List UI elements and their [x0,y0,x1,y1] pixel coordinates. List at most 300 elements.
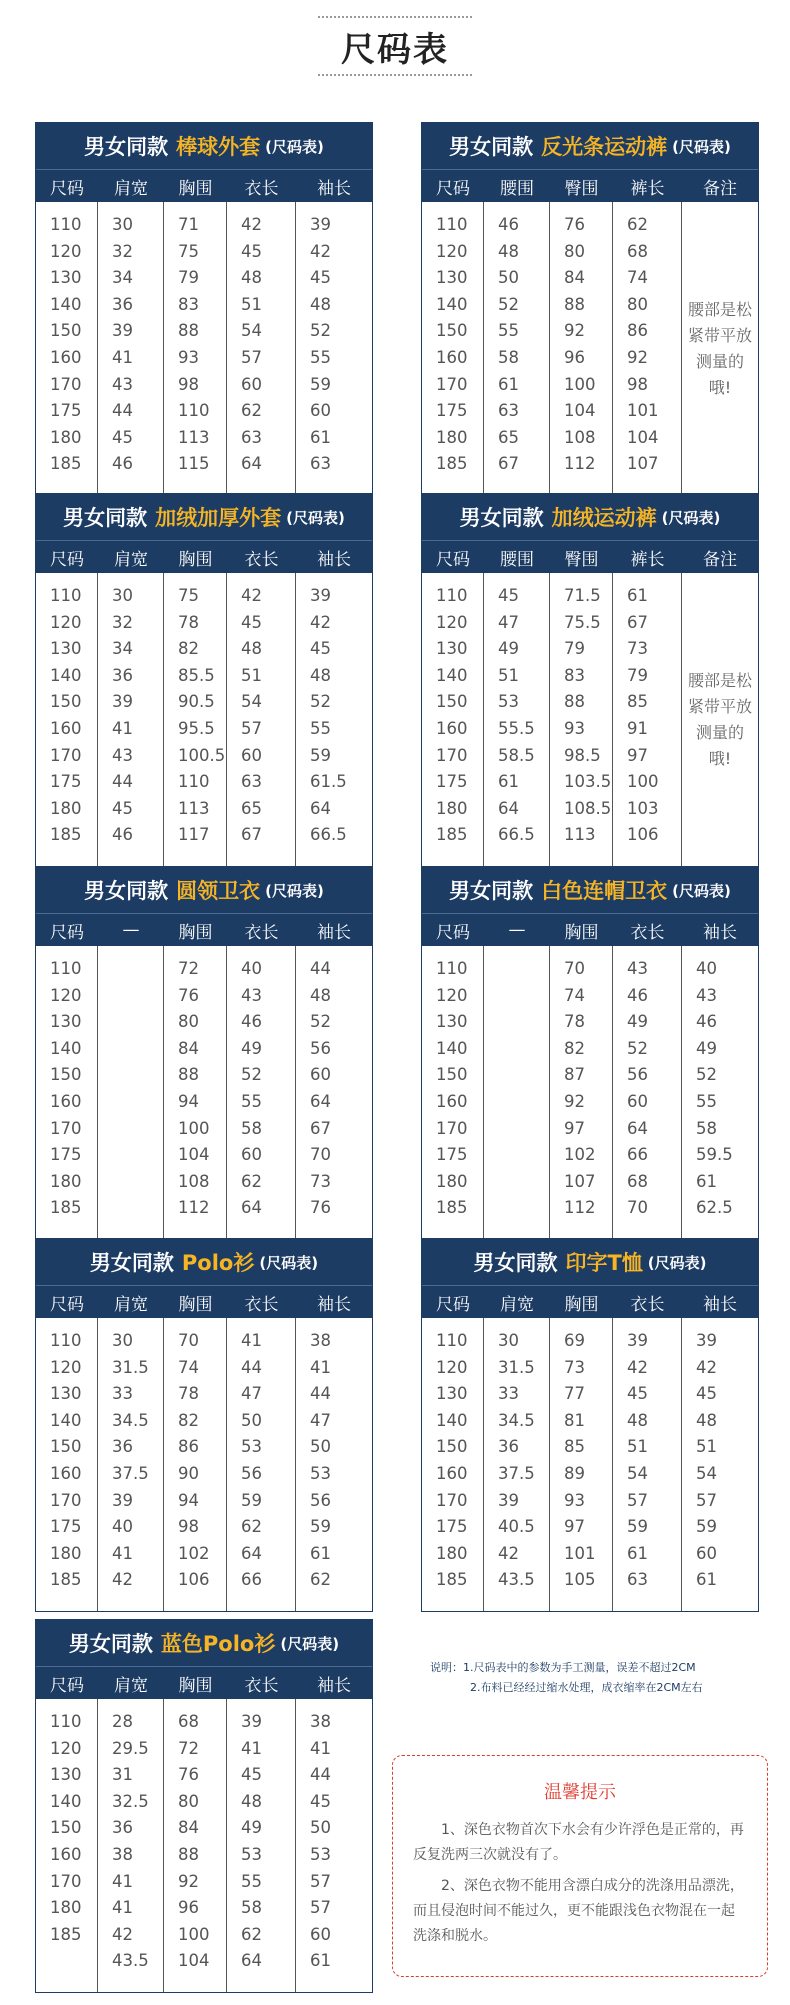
table-cell: 108 [564,427,596,447]
table-cell: 117 [178,825,210,845]
table-cell: 39 [241,1712,262,1731]
table-cell: 31 [112,1765,133,1785]
table-cell: 82 [564,1038,585,1058]
table-title-prefix: 男女同款 [84,135,169,159]
table-cell: 75 [178,241,199,261]
table-column [550,1318,613,1611]
column-header: 腰围 [500,178,534,199]
table-cell: 60 [241,1145,262,1165]
table-cell: 113 [178,427,210,447]
table-cell: 68 [627,241,648,261]
table-column [296,1699,372,1992]
table-body [36,202,372,495]
table-cell: 73 [627,639,648,659]
table-cell: 48 [498,241,519,261]
table-cell: 61 [310,1951,331,1971]
column-header: 裤长 [630,178,665,199]
table-title [422,123,758,169]
table-cell: 50 [310,1437,331,1457]
table-cell: 61 [498,772,519,792]
table-cell: 41 [310,1357,331,1377]
table-cell: 150 [50,321,82,341]
table-cell: 185 [50,1924,82,1944]
size-table-white-hoodie [421,866,759,1240]
table-cell: 43.5 [498,1570,535,1590]
column-header: 肩宽 [114,1675,148,1696]
column-header: 袖长 [317,1294,351,1315]
table-cell: 54 [241,692,262,712]
table-cell: 60 [696,1543,717,1563]
table-cell: 185 [436,1198,468,1218]
table-column [682,946,758,1239]
page-title: 尺码表 [341,30,449,70]
table-cell: 88 [178,1844,199,1864]
column-header: 衣长 [244,178,279,199]
table-cell: 76 [178,985,199,1005]
table-cell: 92 [178,1871,199,1891]
table-cell: 43 [112,745,133,765]
table-cell: 64 [498,798,519,818]
table-cell: 180 [50,1898,82,1918]
table-cell: 150 [50,1818,82,1838]
table-cell: 185 [436,825,468,845]
table-cell: 78 [178,612,199,632]
size-table-printed-tee [421,1238,759,1612]
table-cell: 55 [310,718,331,738]
table-title-prefix: 男女同款 [459,506,544,530]
column-header: 胸围 [178,922,213,943]
table-cell: 102 [178,1543,210,1563]
table-cell: 97 [564,1118,585,1138]
table-cell: 56 [310,1490,331,1510]
table-cell: 52 [310,1012,331,1032]
table-cell: 107 [564,1171,596,1191]
column-header: 尺码 [50,922,84,943]
table-cell: 180 [50,798,82,818]
column-header: 备注 [703,549,737,570]
table-cell: 88 [564,294,585,314]
table-cell: 44 [112,772,133,792]
table-header-row [422,1285,758,1318]
table-cell: 83 [564,665,585,685]
table-cell: 180 [436,1543,468,1563]
table-column [422,573,484,866]
table-cell: 49 [241,1038,262,1058]
table-cell: 60 [627,1091,648,1111]
table-title-product: 反光条运动裤 [541,135,668,159]
table-cell: 60 [241,745,262,765]
table-cell: 61 [696,1171,717,1191]
table-cell: 42 [498,1543,519,1563]
table-cell: 64 [310,798,331,818]
table-cell: 72 [178,959,199,978]
table-cell: 108 [178,1171,210,1191]
table-cell: 48 [310,985,331,1005]
table-cell: 115 [178,454,210,474]
table-title-suffix: (尺码表) [265,881,324,900]
table-body [422,1318,758,1611]
table-cell: 130 [50,1765,82,1785]
column-header: 衣长 [244,922,279,943]
table-cell: 63 [241,427,262,447]
table-title-prefix: 男女同款 [449,135,534,159]
table-column [484,202,550,495]
table-cell: 130 [436,268,468,288]
table-cell: 59 [627,1517,648,1537]
table-cell: 59 [310,1517,331,1537]
table-title-product: Polo衫 [181,1251,255,1275]
table-cell: 42 [696,1357,717,1377]
table-cell: 140 [50,294,82,314]
table-cell: 67 [498,454,519,474]
table-cell: 39 [310,586,331,605]
table-cell: 69 [564,1331,585,1350]
table-body [422,946,758,1239]
column-header: 尺码 [50,178,84,199]
table-cell: 58 [241,1898,262,1918]
table-column [682,1318,758,1611]
table-cell: 40.5 [498,1517,535,1537]
table-column [227,1699,296,1992]
table-cell: 72 [178,1738,199,1758]
table-cell: 45 [241,612,262,632]
table-column [550,573,613,866]
top-dotted-divider [318,16,472,18]
table-cell: 150 [436,321,468,341]
table-cell: 87 [564,1065,585,1085]
table-cell: 58 [696,1118,717,1138]
table-cell: 59 [310,745,331,765]
warm-tips-box [392,1755,768,1977]
table-cell: 51 [241,665,262,685]
table-cell: 42 [112,1924,133,1944]
table-cell: 43 [627,959,648,978]
table-cell: 91 [627,718,648,738]
table-column [98,202,164,495]
table-cell: 107 [627,454,659,474]
table-cell: 140 [50,1038,82,1058]
table-cell: 85 [564,1437,585,1457]
table-cell: 61 [627,586,648,605]
table-cell: 41 [112,718,133,738]
table-cell: 52 [498,294,519,314]
table-title [36,494,372,540]
table-column [36,202,98,495]
table-cell: 160 [436,1463,468,1483]
table-cell: 54 [627,1463,648,1483]
table-title-product: 圆领卫衣 [176,879,261,903]
table-cell: 74 [564,985,585,1005]
table-cell: 59 [696,1517,717,1537]
table-cell: 102 [564,1145,596,1165]
table-column [164,202,227,495]
table-cell: 45 [498,586,519,605]
table-cell: 43.5 [112,1951,149,1971]
table-cell: 64 [241,1198,262,1218]
table-cell: 150 [436,1065,468,1085]
table-column [613,573,682,866]
table-cell: 160 [50,718,82,738]
column-header: 胸围 [178,178,213,199]
table-cell: 74 [627,268,648,288]
table-cell: 28 [112,1712,133,1731]
table-cell: 79 [627,665,648,685]
table-cell: 80 [627,294,648,314]
table-cell: 60 [241,374,262,394]
table-cell: 48 [310,665,331,685]
table-cell: 39 [112,1490,133,1510]
page-header [0,0,790,80]
table-cell: 175 [50,1145,82,1165]
table-cell: 53 [310,1463,331,1483]
table-cell: 56 [310,1038,331,1058]
column-header: 肩宽 [114,1294,148,1315]
table-body [422,573,758,866]
table-column [36,573,98,866]
table-cell: 175 [436,772,468,792]
table-cell: 120 [436,1357,468,1377]
table-cell: 103.5 [564,772,612,792]
table-cell: 49 [696,1038,717,1058]
column-header: 肩宽 [114,549,148,570]
table-cell: 100 [627,772,659,792]
table-cell: 170 [50,1490,82,1510]
column-header: 衣长 [244,1675,279,1696]
table-cell: 170 [50,745,82,765]
column-header: 衣长 [630,922,665,943]
table-cell: 96 [178,1898,199,1918]
column-header: 胸围 [178,1294,213,1315]
table-cell: 113 [178,798,210,818]
table-cell: 70 [310,1145,331,1165]
table-cell: 36 [112,665,133,685]
table-cell: 120 [50,612,82,632]
table-cell: 45 [112,798,133,818]
column-header: 尺码 [436,922,470,943]
table-cell: 46 [696,1012,717,1032]
table-cell: 34 [112,639,133,659]
table-cell: 30 [112,215,133,234]
table-cell: 42 [627,1357,648,1377]
table-cell: 180 [436,427,468,447]
table-cell: 89 [564,1463,585,1483]
table-cell: 58 [498,347,519,367]
table-column [296,1318,372,1611]
table-cell: 50 [498,268,519,288]
table-cell: 112 [564,454,596,474]
table-cell: 55 [310,347,331,367]
table-column [164,946,227,1239]
table-cell: 104 [627,427,659,447]
table-cell: 54 [241,321,262,341]
table-title-suffix: (尺码表) [672,881,731,900]
table-cell: 88 [178,1065,199,1085]
table-cell: 43 [241,985,262,1005]
table-cell: 64 [627,1118,648,1138]
table-cell: 100 [564,374,596,394]
table-cell: 59.5 [696,1145,733,1165]
table-cell: 95.5 [178,718,215,738]
table-column [613,946,682,1239]
table-cell: 44 [241,1357,262,1377]
table-column [550,202,613,495]
table-cell: 41 [112,347,133,367]
table-header-row [422,169,758,202]
table-cell: 104 [564,401,596,421]
table-cell: 130 [436,639,468,659]
table-column [422,1318,484,1611]
table-cell: 185 [50,1570,82,1590]
table-cell: 175 [50,401,82,421]
table-column [227,202,296,495]
table-cell: 175 [50,772,82,792]
remark-text: 腰部是松紧带平放测量的哦! [688,299,753,397]
table-cell: 45 [696,1384,717,1404]
table-cell: 93 [564,1490,585,1510]
table-cell: 62 [241,1517,262,1537]
remark-column [682,573,758,866]
table-cell: 113 [564,825,596,845]
column-header: 尺码 [436,178,470,199]
explanation-line-1: 说明：1.尺码表中的参数为手工测量，误差不超过2CM [430,1661,696,1674]
table-cell: 175 [436,401,468,421]
table-cell: 65 [241,798,262,818]
table-cell: 32.5 [112,1791,149,1811]
table-title-product: 棒球外套 [176,135,261,159]
table-cell: 63 [241,772,262,792]
table-cell: 180 [50,1171,82,1191]
table-cell: 82 [178,1410,199,1430]
table-column [296,573,372,866]
table-column [36,1318,98,1611]
table-cell: 45 [241,241,262,261]
table-title-prefix: 男女同款 [449,879,534,903]
table-cell: 66 [627,1145,648,1165]
table-cell: 61 [310,1543,331,1563]
table-column [227,1318,296,1611]
table-header-row [422,540,758,573]
table-cell: 130 [50,268,82,288]
table-cell: 33 [112,1384,133,1404]
table-cell: 51 [696,1437,717,1457]
table-cell: 53 [241,1437,262,1457]
table-cell: 51 [627,1437,648,1457]
table-cell: 38 [310,1331,331,1350]
table-cell: 48 [241,639,262,659]
size-table-polo [35,1238,373,1612]
table-cell: 44 [310,1384,331,1404]
table-cell: 48 [696,1410,717,1430]
table-cell: 79 [178,268,199,288]
table-cell: 103 [627,798,659,818]
table-cell: 42 [310,612,331,632]
column-header: 袖长 [703,1294,737,1315]
table-header-row [36,1666,372,1699]
table-column [613,1318,682,1611]
table-title [36,123,372,169]
table-cell: 34.5 [112,1410,149,1430]
table-cell: 44 [112,401,133,421]
table-cell: 82 [178,639,199,659]
remark-text: 腰部是松紧带平放测量的哦! [688,670,753,768]
column-header: 尺码 [50,1294,84,1315]
table-title-prefix: 男女同款 [89,1251,174,1275]
table-title [36,1239,372,1285]
table-cell: 61.5 [310,772,347,792]
table-cell: 160 [50,347,82,367]
table-cell: 45 [241,1765,262,1785]
table-cell: 58.5 [498,745,535,765]
size-table-fleece-pants [421,493,759,867]
table-cell: 64 [241,1543,262,1563]
table-cell: 140 [436,1410,468,1430]
table-cell: 150 [50,1065,82,1085]
table-cell: 130 [436,1012,468,1032]
table-cell: 64 [241,1951,262,1971]
table-cell: 96 [564,347,585,367]
table-cell: 41 [310,1738,331,1758]
table-column [227,946,296,1239]
table-cell: 45 [627,1384,648,1404]
table-cell: 61 [627,1543,648,1563]
column-header: 尺码 [436,1294,470,1315]
size-table-baseball [35,122,373,496]
table-cell: 112 [178,1198,210,1218]
table-column [550,946,613,1239]
table-body [36,1699,372,1992]
table-cell: 36 [112,294,133,314]
table-cell: 140 [50,1791,82,1811]
table-title-product: 加绒运动裤 [551,506,657,530]
table-cell: 170 [436,1118,468,1138]
table-cell: 97 [627,745,648,765]
table-cell: 88 [178,321,199,341]
table-cell: 76 [178,1765,199,1785]
table-cell: 97 [564,1517,585,1537]
table-cell: 33 [498,1384,519,1404]
table-cell: 41 [112,1871,133,1891]
table-title-product: 加绒加厚外套 [155,506,282,530]
table-cell: 88 [564,692,585,712]
table-cell: 104 [178,1145,210,1165]
table-cell: 140 [50,665,82,685]
table-cell: 49 [627,1012,648,1032]
table-cell: 43 [112,374,133,394]
table-cell: 93 [564,718,585,738]
table-cell: 41 [112,1543,133,1563]
table-cell: 83 [178,294,199,314]
table-title-product: 白色连帽卫衣 [541,879,668,903]
table-cell: 64 [241,454,262,474]
table-cell: 57 [696,1490,717,1510]
table-cell: 100.5 [178,745,226,765]
table-cell: 180 [50,427,82,447]
table-cell: 62 [241,1171,262,1191]
table-cell: 65 [498,427,519,447]
table-cell: 78 [178,1384,199,1404]
table-header-row [36,169,372,202]
table-cell: 45 [310,639,331,659]
table-cell: 170 [50,1118,82,1138]
column-header: 胸围 [564,922,599,943]
table-cell: 110 [50,959,82,978]
table-cell: 53 [310,1844,331,1864]
table-title-suffix: (尺码表) [265,137,324,156]
table-cell: 175 [436,1145,468,1165]
table-cell: 140 [436,1038,468,1058]
table-cell: 110 [436,215,468,234]
table-cell: 120 [436,612,468,632]
